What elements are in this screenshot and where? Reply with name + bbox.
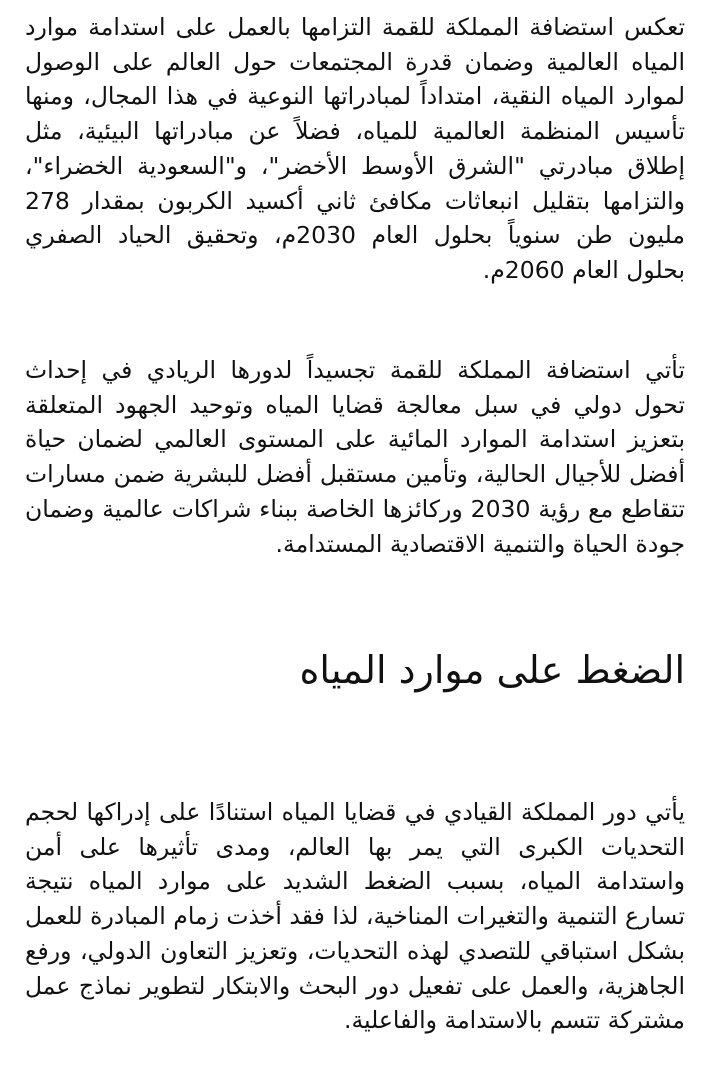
section-heading: الضغط على موارد المياه [299, 648, 685, 692]
article-paragraph-1: تعكس استضافة المملكة للقمة التزامها بالعمل على استدامة موارد المياه العالمية وضمان قدرة المجتمعات حول العالم على الوصول لموارد المياه النقية، امتداداً لمبادراتها النوعية في هذا المجال، ومنها تأسيس المنظمة العالمية للمياه، فضلاً عن مبادراتها البيئية، مثل إطلاق مبادرتي "الشرق الأوسط الأخضر"، و"السعودية الخضراء"، والتزامها بتقليل انبعاثات مكافئ ثاني أكسيد الكربون بمقدار 278 مليون طن سنوياً بحلول العام 2030م، وتحقيق الحياد الصفري بحلول العام 2060م. [25, 13, 685, 284]
article-paragraph-2: تأتي استضافة المملكة للقمة تجسيداً لدورها الريادي في إحداث تحول دولي في سبل معالجة قضايا المياه وتوحيد الجهود المتعلقة بتعزيز استدامة الموارد المائية على المستوى العالمي لضمان حياة أفضل للأجيال الحالية، وتأمين مستقبل أفضل للبشرية ضمن مسارات تتقاطع مع رؤية 2030 وركائزها الخاصة ببناء شراكات عالمية وضمان جودة الحياة والتنمية الاقتصادية المستدامة. [25, 356, 685, 558]
article-paragraph-3: يأتي دور المملكة القيادي في قضايا المياه استنادًا على إدراكها لحجم التحديات الكبرى التي يمر بها العالم، ومدى تأثيرها على أمن واستدامة المياه، بسبب الضغط الشديد على موارد المياه نتيجة تسارع التنمية والتغيرات المناخية، لذا فقد أخذت زمام المبادرة للعمل بشكل استباقي للتصدي لهذه التحديات، وتعزيز التعاون الدولي، ورفع الجاهزية، والعمل على تفعيل دور البحث والابتكار لتطوير نماذج عمل مشتركة تتسم بالاستدامة والفاعلية. [25, 798, 685, 1035]
